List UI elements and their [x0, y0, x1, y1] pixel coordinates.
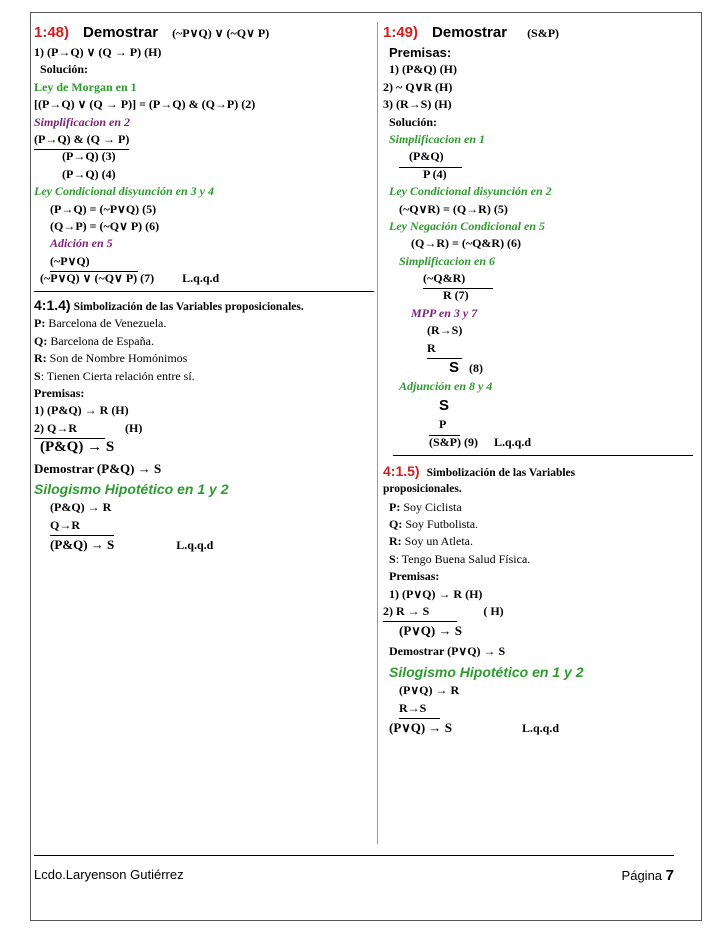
- step-line: (Q→R) = (~Q&R) (6): [411, 236, 522, 251]
- footer-rule: [34, 855, 674, 856]
- exercise-1-48-title: 1:48) Demostrar (~P∨Q) ∨ (~Q∨ P): [34, 24, 270, 41]
- exercise-4-1-5-title: 4:1.5) Simbolización de las Variables: [383, 463, 576, 480]
- step-line: S (8): [449, 359, 484, 377]
- step-line: (~P∨Q): [34, 253, 374, 270]
- variable-p: P: Soy Ciclista: [389, 499, 462, 514]
- conclusion-line: (P∨Q) → S L.q.q.d: [389, 720, 559, 736]
- premise-2: 2) ~ Q∨R (H): [383, 79, 453, 94]
- step-line: Q→R: [34, 517, 374, 534]
- exercise-4-1-5-title-cont: proposicionales.: [383, 483, 462, 496]
- premise-2: 2) R → S ( H): [383, 603, 693, 620]
- section-rule: [34, 291, 374, 292]
- step-line: R: [383, 340, 693, 357]
- rule-label: MPP en 3 y 7: [411, 305, 478, 320]
- rule-label: Adición en 5: [50, 236, 113, 251]
- rule-label: Ley de Morgan en 1: [34, 79, 137, 94]
- premises-label: Premisas:: [34, 386, 85, 401]
- rule-label: Silogismo Hipotético en 1 y 2: [34, 481, 229, 498]
- conclusion-line: (P&Q) → S L.q.q.d: [50, 536, 214, 552]
- step-line: (~Q&R): [383, 270, 693, 287]
- rule-label: Simplificacion en 6: [399, 253, 495, 268]
- variable-r: R: Son de Nombre Homónimos: [34, 351, 188, 366]
- solution-label: Solución:: [389, 114, 438, 129]
- step-line: (~Q∨R) = (Q→R) (5): [399, 201, 508, 216]
- step-line: (R→S): [427, 323, 463, 338]
- step-line: R→S: [383, 700, 693, 717]
- premise-3: 3) (R→S) (H): [383, 97, 452, 112]
- variable-r: R: Soy un Atleta.: [389, 534, 474, 549]
- step-line: (P→Q) & (Q → P): [34, 131, 374, 148]
- rule-label: Ley Condicional disyunción en 3 y 4: [34, 184, 214, 199]
- author-name: Lcdo.Laryenson Gutiérrez: [34, 867, 184, 882]
- premise-1: 1) (P→Q) ∨ (Q → P) (H): [34, 45, 162, 59]
- step-line: R (7): [443, 288, 469, 303]
- variable-s: S: Tengo Buena Salud Física.: [389, 551, 531, 566]
- rule-label: Silogismo Hipotético en 1 y 2: [389, 664, 584, 681]
- conclusion-line: (~P∨Q) ∨ (~Q∨ P) (7) L.q.q.d: [40, 271, 220, 286]
- column-divider: [377, 22, 378, 844]
- step-line: (P→Q) = (~P∨Q) (5): [50, 201, 157, 216]
- right-column: [383, 22, 693, 738]
- rule-label: Ley Negación Condicional en 5: [389, 218, 545, 233]
- rule-label: Ley Condicional disyunción en 2: [389, 184, 552, 199]
- demonstrate-line: Demostrar (P∨Q) → S: [389, 644, 506, 659]
- premises-label: Premisas:: [389, 45, 452, 60]
- conclusion-line: (P&Q) → S: [40, 439, 115, 456]
- page-number: Página 7: [621, 867, 674, 884]
- step-line: (Q→P) = (~Q∨ P) (6): [50, 218, 160, 233]
- step-line: (P∨Q) → R: [399, 683, 460, 698]
- step-line: P: [383, 416, 693, 433]
- step-line: (P→Q) (3): [62, 149, 116, 164]
- section-rule: [393, 455, 693, 456]
- premise-1: 1) (P&Q) → R (H): [34, 403, 129, 418]
- exercise-1-49-title: 1:49) Demostrar (S&P): [383, 24, 560, 41]
- step-line: (P→Q) (4): [62, 166, 116, 181]
- conclusion-line: (P∨Q) → S: [399, 623, 462, 639]
- page-footer: [34, 867, 674, 882]
- step-line: (P&Q) → R: [50, 500, 112, 515]
- rule-label: Simplificacion en 1: [389, 131, 485, 146]
- variable-q: Q: Soy Futbolista.: [389, 516, 479, 531]
- step-line: [(P→Q) ∨ (Q → P)] = (P→Q) & (Q→P) (2): [34, 97, 256, 112]
- step-line: (P&Q): [383, 148, 693, 165]
- exercise-4-1-4-title: 4:1.4) Simbolización de las Variables proposicionales.: [34, 297, 304, 314]
- rule-label: Simplificacion en 2: [34, 114, 130, 129]
- left-column: [34, 22, 374, 555]
- rule-label: Adjunción en 8 y 4: [399, 379, 493, 394]
- variable-s: S: Tienen Cierta relación entre sí.: [34, 368, 195, 383]
- demonstrate-line: Demostrar (P&Q) → S: [34, 461, 162, 477]
- premise-1: 1) (P∨Q) → R (H): [389, 586, 483, 601]
- step-line: S: [439, 397, 450, 415]
- variable-q: Q: Barcelona de España.: [34, 333, 154, 348]
- step-line: P (4): [423, 166, 447, 181]
- conclusion-line: (S&P) (9) L.q.q.d: [429, 434, 532, 449]
- premises-label: Premisas:: [389, 569, 440, 584]
- premise-1: 1) (P&Q) (H): [389, 62, 457, 77]
- solution-label: Solución:: [40, 62, 89, 77]
- variable-p: P: Barcelona de Venezuela.: [34, 316, 167, 331]
- premise-2: 2) Q→R (H): [34, 420, 374, 437]
